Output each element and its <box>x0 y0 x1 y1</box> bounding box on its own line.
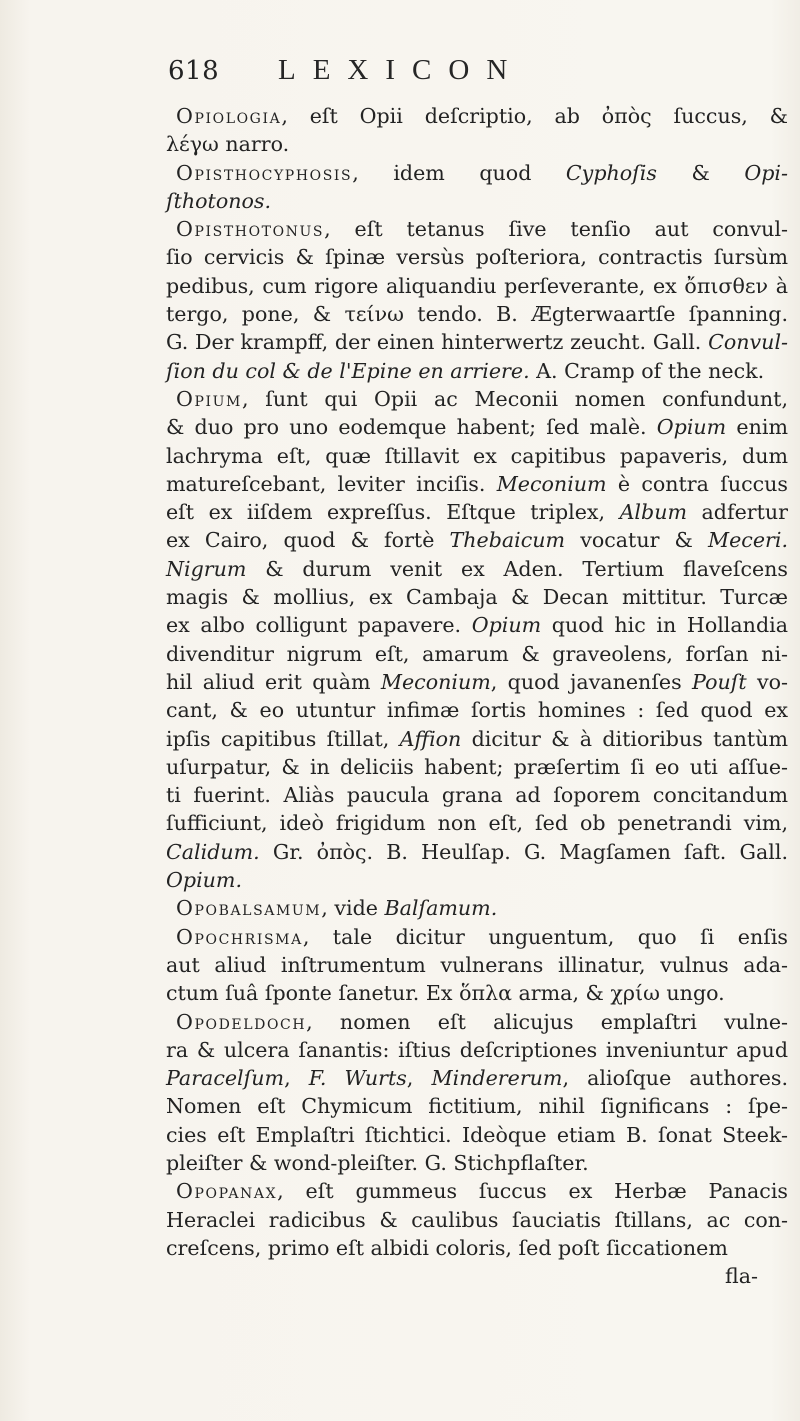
text-line <box>166 442 788 470</box>
italic-text: Pouſt <box>692 669 747 694</box>
text-line <box>166 640 788 668</box>
text-segment: pedibus, cum rigore aliquandiu perſeverante, ex ὄπισθεν à <box>166 273 788 298</box>
entry-headword: Opisthotonus <box>176 217 325 242</box>
italic-text: Meceri. <box>708 528 788 553</box>
text-line <box>166 1036 788 1064</box>
text-segment: cant, & eo utuntur infimæ ſortis homines : ſed quod ex <box>166 698 788 723</box>
text-segment: , eſt gummeus ſuccus ex Herbæ Panacis <box>277 1179 788 1204</box>
text-segment: creſcens, primo eſt albidi coloris, ſed poſt ſiccationem <box>166 1235 728 1260</box>
text-segment: uſurpatur, & in deliciis habent; præſertim ſi eo uti aſſue- <box>166 754 788 779</box>
italic-text: Balſamum. <box>384 896 498 921</box>
text-line <box>166 357 788 385</box>
text-segment: eſt ex iiſdem expreſſus. Eſtque triplex, <box>166 500 620 525</box>
text-segment: adfertur <box>687 500 788 525</box>
text-line <box>166 243 788 271</box>
text-segment: enim <box>726 415 788 440</box>
italic-text: Thebaicum <box>449 528 566 553</box>
entry-headword: Opodeldoch <box>176 1009 307 1034</box>
entry-headword: Opobalsamum <box>176 896 322 921</box>
text-segment: , eſt Opii deſcriptio, ab ὀπὸς ſuccus, & <box>281 104 788 128</box>
text-line <box>166 1121 788 1149</box>
italic-text: Cyphoſis <box>565 160 657 185</box>
text-line <box>166 583 788 611</box>
entry-headword: Opochrisma <box>176 924 303 949</box>
text-line <box>166 1177 788 1205</box>
text-line <box>166 979 788 1007</box>
entry-headword: Opium <box>176 386 242 411</box>
text-line <box>166 1234 788 1262</box>
text-segment: hil aliud erit quàm <box>166 669 381 694</box>
text-segment: , ſunt qui Opii ac Meconii nomen confundunt, <box>241 386 788 411</box>
text-segment: λέγω narro. <box>166 132 290 157</box>
italic-text: ſthotonos. <box>166 188 272 213</box>
text-line <box>166 385 788 413</box>
italic-text: Meconium <box>496 471 607 496</box>
text-segment: è contra ſuccus <box>606 471 788 496</box>
text-segment: , alioſque authores. <box>562 1066 789 1091</box>
text-segment: vocatur & <box>565 528 709 553</box>
italic-text: Opium. <box>166 868 242 893</box>
text-line <box>166 526 788 554</box>
text-line <box>166 130 788 158</box>
text-segment: lachryma eſt, quæ ſtillavit ex capitibus papaveris, dum <box>166 443 788 468</box>
text-segment: quod hic in Hollandia <box>541 613 788 638</box>
text-segment: cies eſt Emplaſtri ſtichtici. Ideòque etiam B. ſonat Steek- <box>166 1122 788 1147</box>
text-line <box>166 781 788 809</box>
text-line <box>166 894 788 922</box>
italic-text: ſion du col & de l'Epine en arriere. <box>166 358 530 383</box>
text-segment: , <box>406 1066 432 1091</box>
italic-text: Opi- <box>744 160 788 185</box>
text-line <box>166 1092 788 1120</box>
italic-text: Album <box>619 500 687 525</box>
running-title: LEXICON <box>278 54 525 86</box>
text-line <box>166 696 788 724</box>
text-line <box>166 300 788 328</box>
text-segment: Heraclei radicibus & caulibus ſauciatis ſtillans, ac con- <box>166 1207 788 1232</box>
text-line <box>166 753 788 781</box>
text-segment: matureſcebant, leviter inciſis. <box>166 471 497 496</box>
text-line <box>166 951 788 979</box>
page-number: 618 <box>168 56 220 86</box>
text-line <box>166 838 788 866</box>
text-segment: aut aliud inſtrumentum vulnerans illinatur, vulnus ada- <box>166 952 788 977</box>
text-line <box>166 470 788 498</box>
text-segment: A. Cramp of the neck. <box>529 358 765 383</box>
italic-text: Affion <box>399 726 462 751</box>
text-line <box>166 187 788 215</box>
text-line <box>166 413 788 441</box>
text-line <box>166 159 788 187</box>
text-line <box>166 611 788 639</box>
text-segment: ra & ulcera ſanantis: iſtius deſcriptiones inveniuntur apud <box>166 1037 788 1062</box>
text-segment: divenditur nigrum eſt, amarum & graveolens, forſan ni- <box>166 641 788 666</box>
text-segment: ſio cervicis & ſpinæ versùs poſteriora, contractis ſursùm <box>166 245 788 270</box>
italic-text: Calidum. <box>166 839 260 864</box>
text-line <box>166 809 788 837</box>
text-segment: , <box>284 1066 309 1091</box>
text-segment: , nomen eſt alicujus emplaſtri vulne- <box>306 1009 788 1034</box>
text-segment: , quod javanenſes <box>490 669 693 694</box>
text-segment: , idem quod <box>352 160 566 185</box>
italic-text: F. Wurts <box>308 1066 407 1091</box>
text-line <box>166 668 788 696</box>
text-line <box>166 1206 788 1234</box>
text-line <box>166 1149 788 1177</box>
text-segment: , vide <box>321 896 385 921</box>
italic-text: Mindererum <box>431 1066 563 1091</box>
text-segment: & <box>656 160 745 185</box>
page-header <box>168 54 608 90</box>
text-segment: pleiſter & wond-pleiſter. G. Stichpflaſter. <box>166 1150 589 1175</box>
text-segment: tergo, pone, & τείνω tendo. B. Ægterwaartſe ſpanning. <box>166 302 788 327</box>
text-line <box>166 1064 788 1092</box>
entry-headword: Opiologia <box>176 104 282 128</box>
text-line <box>166 272 788 300</box>
lexicon-entries <box>166 102 788 1290</box>
text-segment: ſufficiunt, ideò frigidum non eſt, ſed ob penetrandi vim, <box>166 811 788 836</box>
text-segment: & duo pro uno eodemque habent; ſed malè. <box>166 415 657 440</box>
text-segment: ex Cairo, quod & fortè <box>166 528 450 553</box>
text-segment: G. Der krampff, der einen hinterwertz zeucht. Gall. <box>166 330 709 355</box>
text-line <box>166 1008 788 1036</box>
text-segment: , eſt tetanus ſive tenſio aut convul- <box>324 217 788 242</box>
text-line <box>166 866 788 894</box>
text-line <box>166 215 788 243</box>
text-segment: & durum venit ex Aden. Tertium flaveſcens <box>246 556 788 581</box>
text-segment: magis & mollius, ex Cambaja & Decan mittitur. Turcæ <box>166 585 788 610</box>
entry-headword: Opisthocyphosis <box>176 160 353 185</box>
italic-text: Nigrum <box>166 556 247 581</box>
italic-text: Meconium <box>380 669 491 694</box>
text-segment: ipſis capitibus ſtillat, <box>166 726 400 751</box>
italic-text: Paracelſum <box>166 1066 285 1091</box>
text-segment: dicitur & à ditioribus tantùm <box>461 726 788 751</box>
text-segment: , tale dicitur unguentum, quo ſi enſis <box>302 924 788 949</box>
text-line <box>166 923 788 951</box>
text-line <box>166 725 788 753</box>
text-line <box>166 498 788 526</box>
text-line <box>166 328 788 356</box>
text-segment: ctum ſuâ ſponte ſanetur. Ex ὅπλα arma, & χρίω ungo. <box>166 981 725 1006</box>
text-line <box>166 1262 788 1290</box>
entry-headword: Opopanax <box>176 1179 278 1204</box>
text-segment: vo- <box>746 669 788 694</box>
text-segment: Nomen eſt Chymicum fictitium, nihil ſignificans : ſpe- <box>166 1094 788 1119</box>
text-segment: ex albo colligunt papavere. <box>166 613 472 638</box>
italic-text: Opium <box>471 613 542 638</box>
text-line <box>166 102 788 130</box>
text-segment: ti fuerint. Aliàs paucula grana ad ſoporem concitandum <box>166 783 788 808</box>
italic-text: Opium <box>656 415 727 440</box>
italic-text: Convul- <box>708 330 788 355</box>
text-line <box>166 555 788 583</box>
text-segment: fla- <box>725 1264 758 1289</box>
text-segment: Gr. ὀπὸς. B. Heulſap. G. Magſamen ſaft. Gall. <box>259 839 788 864</box>
